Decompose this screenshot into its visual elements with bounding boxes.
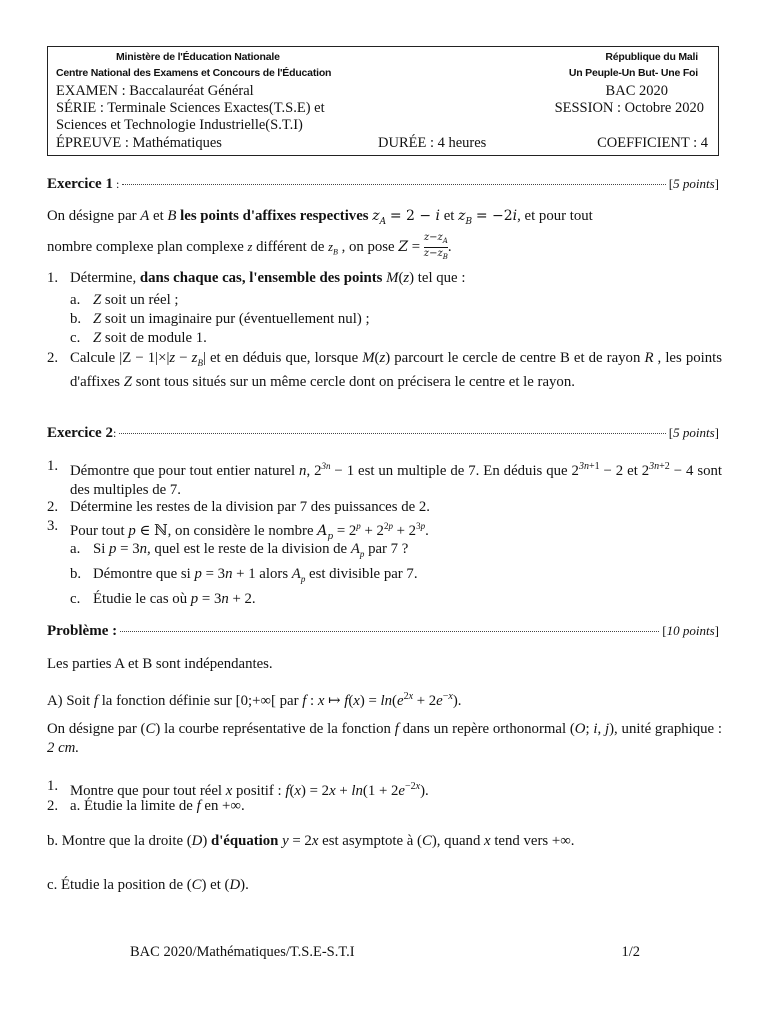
republic-label: République du Mali: [605, 51, 698, 63]
problem-title: Problème :: [47, 623, 118, 639]
motto-label: Un Peuple-Un But- Une Foi: [568, 67, 698, 79]
footer-title: BAC 2020/Mathématiques/T.S.E-S.T.I: [130, 944, 355, 960]
exercise-1-heading: Exercice 1 : [5 points]: [47, 176, 719, 192]
problem-heading: Problème : [10 points]: [47, 623, 719, 639]
problem-points: 10 points: [666, 623, 715, 638]
problem-q2b: b. Montre que la droite (D) d'équation y = 2x est asymptote à (C), quand x tend vers +∞.: [47, 833, 575, 849]
exam-header: [47, 46, 719, 156]
center-label: Centre National des Examens et Concours de l'Éducation: [56, 67, 332, 79]
exercise-1-points: 5 points: [673, 176, 715, 191]
duree-label: DURÉE : 4 heures: [378, 135, 487, 151]
coef-label: COEFFICIENT : 4: [597, 135, 708, 151]
session-label: SESSION : Octobre 2020: [554, 100, 704, 116]
problem-part-a: A) Soit f la fonction définie sur [0;+∞[ par f : x ↦ $f(x) = \ln(e^{2x} + 2e^{-x})$.: [47, 691, 462, 709]
problem-curve-def: On désigne par (C) la courbe représentative de la fonction f dans un repère orthonormal (O; i, j), unité graphique : 2 cm.: [47, 721, 722, 756]
problem-q2c: c. Étudie la position de (C) et (D).: [47, 877, 249, 893]
exercise-1-intro: On désigne par A et B les points d'affixes respectives $z_A = 2 - i$ et $z_B = -2i$, et pour tout nombre complexe plan complexe z différent de $z_B$ , on pose Z = $\frac{z-z_A}{z-z_B}$ .: [47, 208, 593, 261]
problem-intro: Les parties A et B sont indépendantes.: [47, 656, 273, 672]
ministry-label: Ministère de l'Éducation Nationale: [116, 51, 280, 63]
exercise-2-points: 5 points: [673, 425, 715, 440]
serie2-label: Sciences et Technologie Industrielle(S.T.I): [56, 117, 303, 133]
serie-label: SÉRIE : Terminale Sciences Exactes(T.S.E) et: [56, 100, 325, 116]
exercise-2-title: Exercice 2: [47, 425, 113, 441]
exam-page: Ministère de l'Éducation Nationale République du Mali Centre National des Examens et Concours de l'Éducation Un Peuple-Un But- Une Foi EXAMEN : Baccalauréat Général BAC 2020 SÉRIE : Terminale Sciences Exactes(T.S.E) et SESSION : Octobre 2020 Sciences et Technologie Industrielle(S.T.I) ÉPREUVE : Mathématiques DURÉE : 4 heures COEFFICIENT : 4 Exercice 1 : [5 points] On désigne par A et B les points d'affixes respectives $z_A = 2 - i$ et $z_B = -2i$, et pour tout nombre complexe plan complexe z différent de $z_B$ , on pose Z = $\frac{z-z_A}{z-z_B}$ . 1. Détermine, dans chaque cas, l'ensemble des points M(z) tel que : a. Z soit un réel ; b. Z soit un imaginaire pur (éventuellement nul) ; c. Z soit de module 1. 2. Calcule $|Z - 1|\times|z - z_B|$ et en déduis que, lorsque M(z) parcourt le cercle de centre B et de rayon R , les points d'affixes Z sont tous situés sur un même cercle dont on précisera le centre et le rayon. Exercice 2 : [5 points] 1. Démontre que pour tout entier naturel n, $2^{3n} - 1$ est un multiple de 7. En déduis que $2^{3n+1} - 2$ et $2^{3n+2} - 4$ sont des multiples de 7. 2. Détermine les restes de la division par 7 des puissances de 2. 3. Pour tout p ∈ ℕ, on considère le nombre $A_p = 2^p + 2^{2p} + 2^{3p}$. a. Si p = 3n, quel est le reste de la division de $A_p$ par 7 ? b. Démontre que si p = 3n + 1 alors $A_p$ est divisible par 7. c. Étudie le cas où p = 3n + 2. Problème : [10 points] Les parties A et B sont indépendantes. A) Soit f la fonction définie sur [0;+∞[ par f : x ↦ $f(x) = \ln(e^{2x} + 2e^{-x})$. On désigne par (C) la courbe représentative de la fonction f dans un repère orthonormal (O; i, j), unité graphique : 2 cm. 1. Montre que pour tout réel x positif : $f(x) = 2x + \ln(1 + 2e^{-2x})$. 2. a. Étudie la limite de f en +∞. b. Montre que la droite (D) d'équation y = 2x est asymptote à (C), quand x tend vers +∞. c. Étudie la position de (C) et (D). BAC 2020/Mathématiques/T.S.E-S.T.I 1/2: [0, 0, 768, 1024]
epreuve-label: ÉPREUVE : Mathématiques: [56, 135, 222, 151]
exam-label: EXAMEN : Baccalauréat Général: [56, 83, 254, 99]
page-footer: [130, 944, 640, 961]
exercise-2-heading: Exercice 2 : [5 points]: [47, 425, 719, 441]
exercise-1-title: Exercice 1: [47, 176, 113, 192]
page-number: 1/2: [621, 944, 640, 960]
bac-label: BAC 2020: [605, 83, 668, 99]
